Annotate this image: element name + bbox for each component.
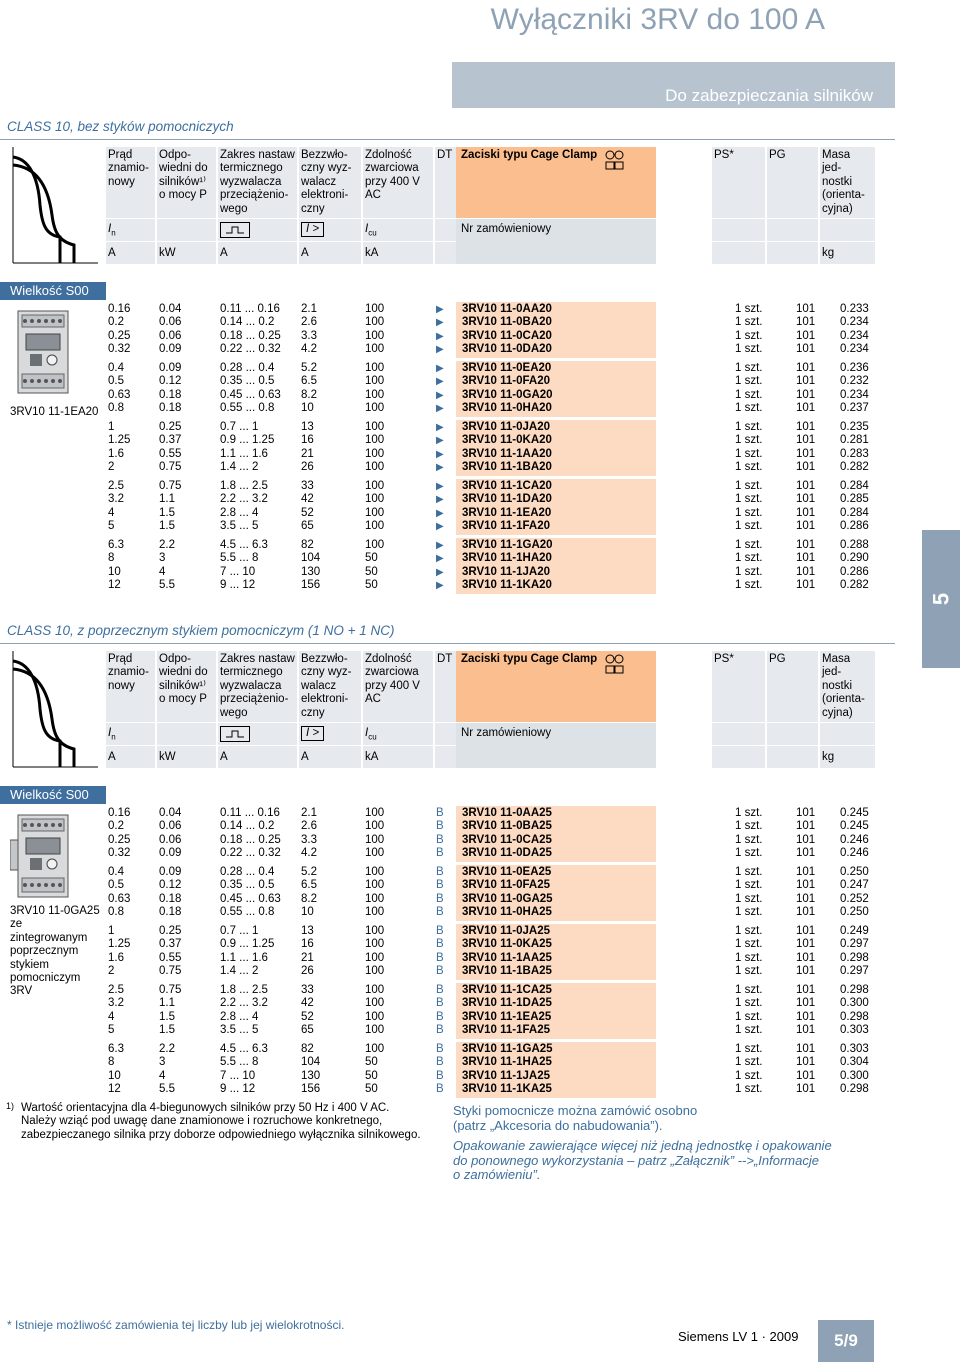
- mass-column: 0.303 0.304 0.300 0.298: [840, 1043, 869, 1096]
- header-column-separator: [433, 147, 435, 264]
- device-label: 3RV10 11-0GA25 ze zintegrowanym poprzecznym stykiem pomocniczym 3RV: [10, 905, 100, 998]
- symbol-icu-letter: I: [365, 727, 369, 739]
- pack-size-column: 1 szt. 1 szt. 1 szt. 1 szt.: [735, 539, 763, 592]
- header-pg: PG: [769, 653, 786, 665]
- instant-release-column: 82 104 130 156: [301, 1043, 321, 1096]
- packaging-note: Opakowanie zawierające więcej niż jedną jednostkę i opakowanie do ponownego wykorzystania – patrz „Załącznik” -->„Informacje o zamówieniu”.: [453, 1138, 832, 1182]
- footnote-marker: 1): [6, 1101, 15, 1111]
- header-terminals: Zaciski typu Cage Clamp: [461, 149, 598, 161]
- header-rated-current: Prąd znamio- nowy: [108, 653, 149, 692]
- header-dt: DT: [437, 149, 453, 161]
- header-column-separator: [361, 147, 363, 264]
- breaking-capacity-column: 100 100 100 100: [365, 362, 385, 415]
- unit-a2: A: [220, 247, 228, 259]
- rated-current-column: 0.16 0.2 0.25 0.32: [108, 807, 131, 860]
- symbol-in-subscript: n: [111, 228, 116, 238]
- header-symbols-background: [106, 723, 456, 745]
- instant-release-column: 2.1 2.6 3.3 4.2: [301, 303, 317, 356]
- mass-column: 0.235 0.281 0.283 0.282: [840, 421, 869, 474]
- header-column-separator: [765, 651, 767, 768]
- mass-column: 0.288 0.290 0.286 0.282: [840, 539, 869, 592]
- rated-current-column: 2.5 3.2 4 5: [108, 480, 124, 533]
- header-pg: PG: [769, 149, 786, 161]
- header-column-separator: [710, 651, 712, 768]
- motor-power-column: 0.04 0.06 0.06 0.09: [159, 807, 182, 860]
- breaking-capacity-column: 100 100 100 100: [365, 925, 385, 978]
- instant-release-column: 82 104 130 156: [301, 539, 321, 592]
- catalog-footer: Siemens LV 1 · 2009: [678, 1329, 799, 1344]
- header-column-separator: [433, 651, 435, 768]
- unit-a2: A: [220, 751, 228, 763]
- delivery-time-column: ▶ ▶ ▶ ▶: [436, 422, 444, 474]
- mass-column: 0.250 0.247 0.252 0.250: [840, 866, 869, 919]
- header-setting-range: Zakres nastaw termicznego wyzwalacza przeciążenio- wego: [220, 149, 295, 215]
- pack-size-column: 1 szt. 1 szt. 1 szt. 1 szt.: [735, 480, 763, 533]
- page-subtitle: Do zabezpieczania silników: [665, 86, 873, 105]
- symbol-icu: [365, 223, 377, 240]
- setting-range-column: 1.8 ... 2.5 2.2 ... 3.2 2.8 ... 4 3.5 ... 5: [220, 480, 268, 533]
- header-right-symbols-background: [710, 219, 875, 241]
- pack-size-column: 1 szt. 1 szt. 1 szt. 1 szt.: [735, 984, 763, 1037]
- symbol-in-letter: I: [108, 223, 112, 235]
- breaking-capacity-column: 100 50 50 50: [365, 539, 385, 592]
- instant-release-column: 2.1 2.6 3.3 4.2: [301, 807, 317, 860]
- delivery-time-column: ▶ ▶ ▶ ▶: [436, 540, 444, 592]
- header-column-separator: [818, 147, 820, 264]
- price-group-column: 101 101 101 101: [796, 866, 816, 919]
- breaking-capacity-column: 100 100 100 100: [365, 480, 385, 533]
- symbol-in-subscript: n: [111, 732, 116, 742]
- header-column-separator: [765, 147, 767, 264]
- pack-size-column: 1 szt. 1 szt. 1 szt. 1 szt.: [735, 866, 763, 919]
- rated-current-column: 0.4 0.5 0.63 0.8: [108, 866, 131, 919]
- unit-kw: kW: [159, 751, 176, 763]
- delivery-time-column: ▶ ▶ ▶ ▶: [436, 363, 444, 415]
- header-setting-range: Zakres nastaw termicznego wyzwalacza przeciążenio- wego: [220, 653, 295, 719]
- setting-range-column: 0.28 ... 0.4 0.35 ... 0.5 0.45 ... 0.63 0.55 ... 0.8: [220, 866, 281, 919]
- breaking-capacity-column: 100 100 100 100: [365, 984, 385, 1037]
- motor-power-column: 2.2 3 4 5.5: [159, 1043, 175, 1096]
- header-column-separator: [216, 147, 218, 264]
- unit-kw: kW: [159, 247, 176, 259]
- header-order-number: Nr zamówieniowy: [461, 727, 552, 739]
- symbol-instant-release: I >: [301, 726, 324, 741]
- header-dt: DT: [437, 653, 453, 665]
- motor-power-column: 0.09 0.12 0.18 0.18: [159, 362, 182, 415]
- pack-size-column: 1 szt. 1 szt. 1 szt. 1 szt.: [735, 925, 763, 978]
- symbol-icu-subscript: cu: [368, 228, 377, 238]
- circuit-breaker-image: [10, 306, 80, 401]
- thermal-release-icon: [220, 726, 250, 742]
- header-column-separator: [155, 147, 157, 264]
- trip-curve-icon: [8, 649, 98, 769]
- footnote-text: Wartość orientacyjna dla 4-biegunowych silników przy 50 Hz i 400 V AC. Należy wziąć pod uwagę dane znamionowe i rozruchowe konkretnego, zabezpieczanego silnika przy doborze odpowiedniego wyłącznika silnikowego.: [21, 1102, 421, 1141]
- header-breaking-capacity: Zdolność zwarciowa przy 400 V AC: [365, 149, 420, 202]
- mass-column: 0.236 0.232 0.234 0.237: [840, 362, 869, 415]
- symbol-in: [108, 727, 116, 744]
- delivery-time-column: B B B B: [436, 1043, 444, 1096]
- delivery-time-column: B B B B: [436, 807, 444, 860]
- footnote: [7, 1102, 427, 1142]
- chapter-tab[interactable]: [922, 530, 960, 668]
- order-number-column[interactable]: 3RV10 11-0AA20 3RV10 11-0BA20 3RV10 11-0CA20 3RV10 11-0DA20: [462, 303, 552, 356]
- breaking-capacity-column: 100 100 100 100: [365, 866, 385, 919]
- setting-range-column: 4.5 ... 6.3 5.5 ... 8 7 ... 10 9 ... 12: [220, 1043, 268, 1096]
- section-rule: [0, 643, 895, 644]
- trip-curve-icon: [8, 145, 98, 265]
- header-instant-release: Bezzwło- czny wyz- walacz elektroni- czny: [301, 653, 352, 719]
- header-motor-power: Odpo- wiedni do silników¹⁾ o mocy P: [159, 149, 208, 202]
- instant-release-column: 5.2 6.5 8.2 10: [301, 866, 317, 919]
- header-breaking-capacity: Zdolność zwarciowa przy 400 V AC: [365, 653, 420, 706]
- instant-release-column: 33 42 52 65: [301, 480, 314, 533]
- unit-kg: kg: [822, 247, 835, 259]
- size-bar: Wielkość S00: [0, 786, 106, 804]
- delivery-time-column: B B B B: [436, 866, 444, 919]
- order-number-column[interactable]: 3RV10 11-1CA25 3RV10 11-1DA25 3RV10 11-1EA25 3RV10 11-1FA25: [462, 984, 552, 1037]
- header-right-units-background: [710, 242, 875, 264]
- price-group-column: 101 101 101 101: [796, 362, 816, 415]
- size-bar: Wielkość S00: [0, 282, 106, 300]
- unit-a1: A: [108, 751, 116, 763]
- mass-column: 0.233 0.234 0.234 0.234: [840, 303, 869, 356]
- rated-current-column: 1 1.25 1.6 2: [108, 421, 131, 474]
- setting-range-column: 0.28 ... 0.4 0.35 ... 0.5 0.45 ... 0.63 0.55 ... 0.8: [220, 362, 281, 415]
- price-group-column: 101 101 101 101: [796, 421, 816, 474]
- symbol-in-letter: I: [108, 727, 112, 739]
- order-number-column[interactable]: 3RV10 11-1GA25 3RV10 11-1HA25 3RV10 11-1JA25 3RV10 11-1KA25: [462, 1043, 553, 1096]
- setting-range-column: 1.8 ... 2.5 2.2 ... 3.2 2.8 ... 4 3.5 ... 5: [220, 984, 268, 1037]
- header-ps: PS*: [714, 653, 734, 665]
- pack-size-column: 1 szt. 1 szt. 1 szt. 1 szt.: [735, 421, 763, 474]
- aux-contacts-note: Styki pomocnicze można zamówić osobno (patrz „Akcesoria do nabudowania”).: [453, 1103, 698, 1133]
- symbol-icu: [365, 727, 377, 744]
- pack-size-column: 1 szt. 1 szt. 1 szt. 1 szt.: [735, 1043, 763, 1096]
- section-heading: CLASS 10, z poprzecznym stykiem pomocniczym (1 NO + 1 NC): [7, 623, 395, 638]
- header-order-number: Nr zamówieniowy: [461, 223, 552, 235]
- rated-current-column: 6.3 8 10 12: [108, 1043, 124, 1096]
- setting-range-column: 4.5 ... 6.3 5.5 ... 8 7 ... 10 9 ... 12: [220, 539, 268, 592]
- order-number-column[interactable]: 3RV10 11-1CA20 3RV10 11-1DA20 3RV10 11-1EA20 3RV10 11-1FA20: [462, 480, 552, 533]
- motor-power-column: 0.25 0.37 0.55 0.75: [159, 925, 182, 978]
- setting-range-column: 0.11 ... 0.16 0.14 ... 0.2 0.18 ... 0.25 0.22 ... 0.32: [220, 303, 281, 356]
- symbol-in: [108, 223, 116, 240]
- header-ps: PS*: [714, 149, 734, 161]
- header-column-separator: [297, 651, 299, 768]
- cage-clamp-icon: [604, 654, 626, 676]
- header-column-separator: [710, 147, 712, 264]
- unit-a3: A: [301, 751, 309, 763]
- rated-current-column: 2.5 3.2 4 5: [108, 984, 124, 1037]
- device-label: 3RV10 11-1EA20: [10, 406, 99, 418]
- pack-size-column: 1 szt. 1 szt. 1 szt. 1 szt.: [735, 303, 763, 356]
- delivery-time-column: ▶ ▶ ▶ ▶: [436, 304, 444, 356]
- header-mass: Masa jed- nostki (orienta- cyjna): [822, 149, 865, 215]
- motor-power-column: 0.75 1.1 1.5 1.5: [159, 984, 182, 1037]
- price-group-column: 101 101 101 101: [796, 984, 816, 1037]
- order-number-column[interactable]: 3RV10 11-0AA25 3RV10 11-0BA25 3RV10 11-0CA25 3RV10 11-0DA25: [462, 807, 552, 860]
- order-number-column[interactable]: 3RV10 11-1GA20 3RV10 11-1HA20 3RV10 11-1JA20 3RV10 11-1KA20: [462, 539, 553, 592]
- breaking-capacity-column: 100 50 50 50: [365, 1043, 385, 1096]
- section-heading: CLASS 10, bez styków pomocniczych: [7, 119, 234, 134]
- rated-current-column: 1 1.25 1.6 2: [108, 925, 131, 978]
- motor-power-column: 0.25 0.37 0.55 0.75: [159, 421, 182, 474]
- motor-power-column: 0.09 0.12 0.18 0.18: [159, 866, 182, 919]
- rated-current-column: 0.4 0.5 0.63 0.8: [108, 362, 131, 415]
- price-group-column: 101 101 101 101: [796, 1043, 816, 1096]
- unit-a1: A: [108, 247, 116, 259]
- header-rated-current: Prąd znamio- nowy: [108, 149, 149, 188]
- header-symbols-background: [106, 219, 456, 241]
- unit-kg: kg: [822, 751, 835, 763]
- mass-column: 0.249 0.297 0.298 0.297: [840, 925, 869, 978]
- instant-release-column: 13 16 21 26: [301, 421, 314, 474]
- header-column-separator: [297, 147, 299, 264]
- order-number-column[interactable]: 3RV10 11-0JA25 3RV10 11-0KA25 3RV10 11-1AA25 3RV10 11-1BA25: [462, 925, 552, 978]
- quantity-note: * Istnieje możliwość zamówienia tej liczby lub jej wielokrotności.: [7, 1318, 345, 1332]
- cage-clamp-icon: [604, 150, 626, 172]
- delivery-time-column: B B B B: [436, 925, 444, 978]
- thermal-release-icon: [220, 222, 250, 238]
- order-number-column[interactable]: 3RV10 11-0JA20 3RV10 11-0KA20 3RV10 11-1AA20 3RV10 11-1BA20: [462, 421, 552, 474]
- pack-size-column: 1 szt. 1 szt. 1 szt. 1 szt.: [735, 362, 763, 415]
- mass-column: 0.298 0.300 0.298 0.303: [840, 984, 869, 1037]
- setting-range-column: 0.7 ... 1 0.9 ... 1.25 1.1 ... 1.6 1.4 ... 2: [220, 925, 275, 978]
- header-terminals: Zaciski typu Cage Clamp: [461, 653, 598, 665]
- symbol-instant-release: I >: [301, 222, 324, 237]
- header-column-separator: [155, 651, 157, 768]
- setting-range-column: 0.11 ... 0.16 0.14 ... 0.2 0.18 ... 0.25 0.22 ... 0.32: [220, 807, 281, 860]
- motor-power-column: 0.75 1.1 1.5 1.5: [159, 480, 182, 533]
- header-right-symbols-background: [710, 723, 875, 745]
- unit-ka: kA: [365, 247, 379, 259]
- pack-size-column: 1 szt. 1 szt. 1 szt. 1 szt.: [735, 807, 763, 860]
- delivery-time-column: B B B B: [436, 984, 444, 1037]
- symbol-icu-subscript: cu: [368, 732, 377, 742]
- delivery-time-column: ▶ ▶ ▶ ▶: [436, 481, 444, 533]
- order-number-column[interactable]: 3RV10 11-0EA25 3RV10 11-0FA25 3RV10 11-0GA25 3RV10 11-0HA25: [462, 866, 553, 919]
- order-number-column[interactable]: 3RV10 11-0EA20 3RV10 11-0FA20 3RV10 11-0GA20 3RV10 11-0HA20: [462, 362, 553, 415]
- section-rule: [0, 139, 895, 140]
- page-title: Wyłączniki 3RV do 100 A: [490, 3, 825, 36]
- page-number: 5/9: [818, 1320, 874, 1362]
- price-group-column: 101 101 101 101: [796, 480, 816, 533]
- price-group-column: 101 101 101 101: [796, 303, 816, 356]
- price-group-column: 101 101 101 101: [796, 539, 816, 592]
- price-group-column: 101 101 101 101: [796, 807, 816, 860]
- motor-power-column: 0.04 0.06 0.06 0.09: [159, 303, 182, 356]
- breaking-capacity-column: 100 100 100 100: [365, 421, 385, 474]
- price-group-column: 101 101 101 101: [796, 925, 816, 978]
- rated-current-column: 6.3 8 10 12: [108, 539, 124, 592]
- unit-ka: kA: [365, 751, 379, 763]
- chapter-tab-number: 5: [928, 592, 954, 606]
- header-column-separator: [216, 651, 218, 768]
- mass-column: 0.245 0.245 0.246 0.246: [840, 807, 869, 860]
- unit-a3: A: [301, 247, 309, 259]
- instant-release-column: 13 16 21 26: [301, 925, 314, 978]
- breaking-capacity-column: 100 100 100 100: [365, 303, 385, 356]
- subtitle-bar: [452, 62, 895, 108]
- rated-current-column: 0.16 0.2 0.25 0.32: [108, 303, 131, 356]
- instant-release-column: 5.2 6.5 8.2 10: [301, 362, 317, 415]
- header-instant-release: Bezzwło- czny wyz- walacz elektroni- czny: [301, 149, 352, 215]
- symbol-icu-letter: I: [365, 223, 369, 235]
- motor-power-column: 2.2 3 4 5.5: [159, 539, 175, 592]
- setting-range-column: 0.7 ... 1 0.9 ... 1.25 1.1 ... 1.6 1.4 ... 2: [220, 421, 275, 474]
- header-column-separator: [818, 651, 820, 768]
- header-motor-power: Odpo- wiedni do silników¹⁾ o mocy P: [159, 653, 208, 706]
- header-column-separator: [361, 651, 363, 768]
- circuit-breaker-image: [10, 810, 80, 900]
- breaking-capacity-column: 100 100 100 100: [365, 807, 385, 860]
- header-mass: Masa jed- nostki (orienta- cyjna): [822, 653, 865, 719]
- header-right-units-background: [710, 746, 875, 768]
- mass-column: 0.284 0.285 0.284 0.286: [840, 480, 869, 533]
- instant-release-column: 33 42 52 65: [301, 984, 314, 1037]
